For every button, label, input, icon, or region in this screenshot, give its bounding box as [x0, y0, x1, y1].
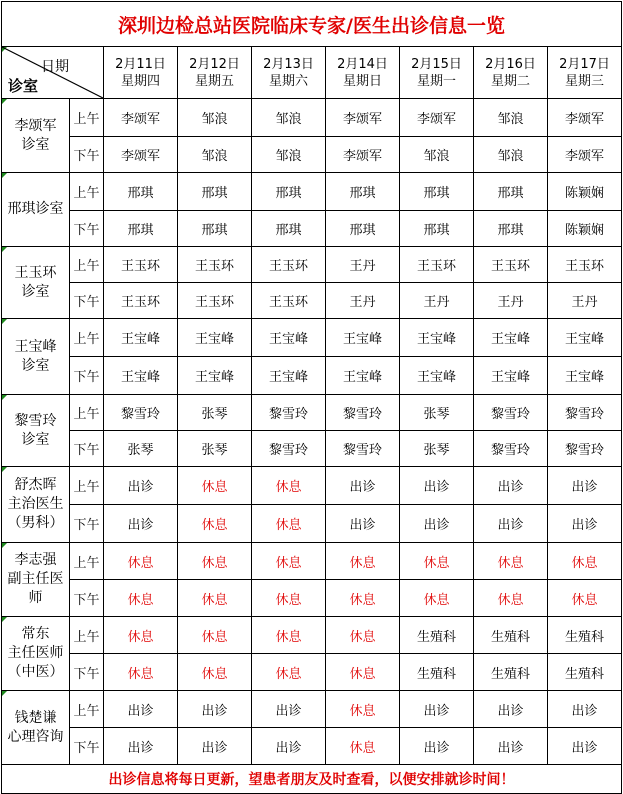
- period-label: 下午: [70, 505, 104, 543]
- schedule-cell: 张琴: [178, 395, 252, 431]
- schedule-cell: 生殖科: [474, 617, 548, 654]
- cell-marker: [2, 173, 7, 178]
- schedule-cell: 生殖科: [400, 617, 474, 654]
- table-row: [2, 395, 622, 431]
- clinic-name: [2, 543, 70, 617]
- clinic-name: [2, 395, 70, 467]
- schedule-cell: 生殖科: [400, 654, 474, 691]
- schedule-cell: 出诊: [474, 467, 548, 505]
- table-row: [2, 728, 622, 765]
- schedule-cell: 黎雪玲: [326, 395, 400, 431]
- clinic-name-line: 邢琪诊室: [7, 201, 64, 217]
- schedule-cell: 出诊: [474, 505, 548, 543]
- day-weekday: 星期六: [268, 73, 308, 89]
- schedule-cell: 休息: [400, 580, 474, 617]
- table-row: [2, 247, 622, 283]
- schedule-cell: 邢琪: [400, 211, 474, 247]
- schedule-cell: 王玉环: [178, 247, 252, 283]
- schedule-cell: 休息: [178, 543, 252, 580]
- schedule-cell: 出诊: [104, 467, 178, 505]
- clinic-name: [2, 467, 70, 543]
- schedule-cell: 邢琪: [104, 211, 178, 247]
- clinic-name: [2, 319, 70, 395]
- schedule-cell: 张琴: [400, 395, 474, 431]
- table-row: [2, 431, 622, 467]
- schedule-cell: 李颂军: [104, 137, 178, 173]
- schedule-cell: 王宝峰: [252, 319, 326, 357]
- schedule-cell: 邢琪: [178, 173, 252, 211]
- schedule-cell: 王宝峰: [400, 357, 474, 395]
- schedule-cell: 休息: [104, 580, 178, 617]
- table-row: [2, 505, 622, 543]
- clinic-name: [2, 99, 70, 173]
- schedule-cell: 休息: [252, 467, 326, 505]
- schedule-cell: 陈颖娴: [548, 173, 622, 211]
- clinic-name-line: 李志强: [14, 552, 57, 568]
- schedule-cell: 出诊: [104, 691, 178, 728]
- clinic-name-line: 诊室: [21, 283, 50, 300]
- table-row: [2, 357, 622, 395]
- day-date: 2月11日: [115, 56, 166, 72]
- day-weekday: 星期三: [564, 73, 604, 89]
- clinic-name-line: 主治医生: [7, 496, 64, 512]
- clinic-name-line: 诊室: [21, 357, 50, 374]
- schedule-cell: 黎雪玲: [548, 395, 622, 431]
- schedule-cell: 黎雪玲: [252, 431, 326, 467]
- schedule-cell: 出诊: [548, 691, 622, 728]
- schedule-cell: 休息: [252, 580, 326, 617]
- day-weekday: 星期五: [194, 73, 234, 89]
- schedule-cell: 邢琪: [474, 211, 548, 247]
- schedule-cell: 出诊: [474, 728, 548, 765]
- schedule-cell: 休息: [104, 617, 178, 654]
- schedule-cell: 黎雪玲: [326, 431, 400, 467]
- schedule-cell: 休息: [548, 543, 622, 580]
- schedule-cell: 邢琪: [252, 173, 326, 211]
- schedule-cell: 出诊: [178, 728, 252, 765]
- period-label: 上午: [70, 467, 104, 505]
- schedule-cell: 王宝峰: [326, 319, 400, 357]
- day-weekday: 星期四: [120, 73, 160, 89]
- period-label: 下午: [70, 431, 104, 467]
- date-axis-label: 日期: [41, 59, 69, 75]
- table-row: [2, 99, 622, 137]
- schedule-cell: 出诊: [326, 467, 400, 505]
- day-header: [548, 47, 622, 99]
- schedule-cell: 出诊: [400, 467, 474, 505]
- schedule-cell: 出诊: [548, 728, 622, 765]
- schedule-cell: 王宝峰: [474, 319, 548, 357]
- period-label: 上午: [70, 247, 104, 283]
- schedule-cell: 出诊: [400, 691, 474, 728]
- schedule-cell: 休息: [252, 505, 326, 543]
- schedule-cell: 王丹: [326, 247, 400, 283]
- table-row: [2, 580, 622, 617]
- clinic-name: [2, 691, 70, 765]
- schedule-cell: 王玉环: [104, 247, 178, 283]
- schedule-cell: 黎雪玲: [474, 395, 548, 431]
- period-label: 上午: [70, 319, 104, 357]
- schedule-cell: 王丹: [326, 283, 400, 319]
- schedule-cell: 张琴: [400, 431, 474, 467]
- schedule-cell: 邹浪: [178, 137, 252, 173]
- schedule-cell: 李颂军: [326, 99, 400, 137]
- schedule-cell: 休息: [400, 543, 474, 580]
- period-label: 上午: [70, 617, 104, 654]
- schedule-cell: 王玉环: [252, 247, 326, 283]
- schedule-cell: 王丹: [474, 283, 548, 319]
- schedule-cell: 出诊: [548, 467, 622, 505]
- schedule-cell: 王玉环: [400, 247, 474, 283]
- schedule-cell: 休息: [178, 467, 252, 505]
- clinic-name-line: 钱楚谦: [14, 709, 57, 726]
- schedule-cell: 休息: [326, 654, 400, 691]
- schedule-cell: 邢琪: [252, 211, 326, 247]
- schedule-cell: 黎雪玲: [252, 395, 326, 431]
- clinic-name-line: 心理咨询: [7, 728, 64, 745]
- period-label: 下午: [70, 357, 104, 395]
- page-title: 深圳边检总站医院临床专家/医生出诊信息一览: [2, 2, 622, 47]
- clinic-name-line: 常东: [21, 626, 50, 642]
- schedule-cell: 生殖科: [548, 654, 622, 691]
- clinic-name-line: 诊室: [21, 136, 50, 153]
- schedule-cell: 休息: [104, 543, 178, 580]
- schedule-cell: 休息: [474, 543, 548, 580]
- day-header: [474, 47, 548, 99]
- schedule-cell: 休息: [178, 654, 252, 691]
- day-header: [104, 47, 178, 99]
- schedule-cell: 王宝峰: [104, 319, 178, 357]
- schedule-cell: 黎雪玲: [474, 431, 548, 467]
- schedule-cell: 王丹: [400, 283, 474, 319]
- schedule-cell: 休息: [252, 654, 326, 691]
- schedule-cell: 休息: [178, 580, 252, 617]
- clinic-name: [2, 617, 70, 691]
- table-row: [2, 211, 622, 247]
- clinic-name-line: 李颂军: [14, 117, 57, 134]
- schedule-cell: 生殖科: [474, 654, 548, 691]
- schedule-cell: 李颂军: [326, 137, 400, 173]
- schedule-cell: 邹浪: [400, 137, 474, 173]
- schedule-cell: 李颂军: [400, 99, 474, 137]
- schedule-cell: 出诊: [474, 691, 548, 728]
- schedule-cell: 王宝峰: [548, 357, 622, 395]
- schedule-cell: 邢琪: [474, 173, 548, 211]
- schedule-cell: 出诊: [548, 505, 622, 543]
- clinic-name: [2, 247, 70, 319]
- schedule-cell: 王玉环: [474, 247, 548, 283]
- schedule-cell: 休息: [474, 580, 548, 617]
- room-axis-label: 诊室: [8, 77, 39, 95]
- day-date: 2月16日: [485, 56, 536, 72]
- schedule-cell: 休息: [326, 691, 400, 728]
- schedule-cell: 休息: [548, 580, 622, 617]
- footer-notice: 出诊信息将每日更新，望患者朋友及时查看，以便安排就诊时间！: [2, 765, 622, 794]
- schedule-cell: 出诊: [252, 728, 326, 765]
- period-label: 下午: [70, 728, 104, 765]
- cell-marker: [2, 691, 7, 696]
- schedule-cell: 王宝峰: [104, 357, 178, 395]
- schedule-cell: 邢琪: [326, 211, 400, 247]
- period-label: 下午: [70, 580, 104, 617]
- schedule-cell: 邹浪: [252, 137, 326, 173]
- schedule-cell: 出诊: [400, 728, 474, 765]
- clinic-name-line: 黎雪玲: [14, 412, 57, 429]
- cell-marker: [2, 543, 7, 548]
- table-row: [2, 654, 622, 691]
- day-header: [252, 47, 326, 99]
- schedule-cell: 休息: [178, 617, 252, 654]
- schedule-cell: 黎雪玲: [104, 395, 178, 431]
- cell-marker: [2, 319, 7, 324]
- schedule-cell: 休息: [326, 543, 400, 580]
- day-date: 2月12日: [189, 56, 240, 72]
- table-row: [2, 173, 622, 211]
- period-label: 上午: [70, 543, 104, 580]
- schedule-cell: 张琴: [104, 431, 178, 467]
- schedule-cell: 出诊: [326, 505, 400, 543]
- table-row: [2, 319, 622, 357]
- schedule-cell: 王宝峰: [474, 357, 548, 395]
- schedule-cell: 邹浪: [474, 99, 548, 137]
- cell-marker: [2, 395, 7, 400]
- schedule-cell: 王宝峰: [178, 357, 252, 395]
- clinic-name-line: 主任医师: [7, 645, 64, 661]
- clinic-name-line: 师: [28, 590, 43, 606]
- schedule-cell: 王宝峰: [400, 319, 474, 357]
- schedule-table: [1, 1, 622, 794]
- schedule-cell: 邢琪: [326, 173, 400, 211]
- schedule-cell: 出诊: [400, 505, 474, 543]
- cell-marker: [2, 247, 7, 252]
- schedule-cell: 王玉环: [548, 247, 622, 283]
- schedule-cell: 王宝峰: [548, 319, 622, 357]
- schedule-cell: 休息: [326, 617, 400, 654]
- day-weekday: 星期日: [342, 73, 382, 89]
- clinic-name-line: 副主任医: [7, 571, 64, 587]
- schedule-cell: 黎雪玲: [548, 431, 622, 467]
- day-date: 2月17日: [559, 56, 610, 72]
- schedule-cell: 生殖科: [548, 617, 622, 654]
- clinic-name-line: （男科）: [7, 515, 64, 531]
- schedule-cell: 邢琪: [178, 211, 252, 247]
- schedule-cell: 休息: [252, 617, 326, 654]
- period-label: 上午: [70, 99, 104, 137]
- schedule-cell: 王宝峰: [326, 357, 400, 395]
- clinic-name-line: 王玉环: [14, 264, 57, 281]
- schedule-cell: 出诊: [178, 691, 252, 728]
- schedule-cell: 张琴: [178, 431, 252, 467]
- day-header: [400, 47, 474, 99]
- day-weekday: 星期一: [416, 73, 456, 89]
- clinic-name-line: 诊室: [21, 431, 50, 448]
- day-header: [178, 47, 252, 99]
- schedule-cell: 王玉环: [104, 283, 178, 319]
- header-corner: [2, 47, 104, 99]
- schedule-cell: 休息: [178, 505, 252, 543]
- cell-marker: [2, 99, 7, 104]
- cell-marker: [2, 467, 7, 472]
- schedule-cell: 李颂军: [548, 99, 622, 137]
- period-label: 上午: [70, 691, 104, 728]
- day-date: 2月15日: [411, 56, 462, 72]
- schedule-cell: 王丹: [548, 283, 622, 319]
- day-date: 2月14日: [337, 56, 388, 72]
- clinic-name-line: 舒杰晖: [14, 477, 57, 493]
- schedule-cell: 休息: [104, 654, 178, 691]
- day-date: 2月13日: [263, 56, 314, 72]
- schedule-cell: 邹浪: [178, 99, 252, 137]
- schedule-cell: 休息: [326, 728, 400, 765]
- period-label: 下午: [70, 211, 104, 247]
- schedule-cell: 王宝峰: [178, 319, 252, 357]
- schedule-cell: 王玉环: [252, 283, 326, 319]
- day-weekday: 星期二: [490, 73, 530, 89]
- schedule-cell: 邹浪: [474, 137, 548, 173]
- table-row: [2, 617, 622, 654]
- period-label: 下午: [70, 283, 104, 319]
- schedule-cell: 陈颖娴: [548, 211, 622, 247]
- period-label: 上午: [70, 395, 104, 431]
- schedule-cell: 邢琪: [104, 173, 178, 211]
- schedule-cell: 出诊: [104, 728, 178, 765]
- period-label: 上午: [70, 173, 104, 211]
- table-row: [2, 283, 622, 319]
- table-row: [2, 137, 622, 173]
- schedule-cell: 出诊: [252, 691, 326, 728]
- schedule-cell: 邹浪: [252, 99, 326, 137]
- schedule-cell: 休息: [252, 543, 326, 580]
- schedule-cell: 王玉环: [178, 283, 252, 319]
- schedule-cell: 邢琪: [400, 173, 474, 211]
- schedule-cell: 王宝峰: [252, 357, 326, 395]
- table-row: [2, 691, 622, 728]
- cell-marker: [2, 617, 7, 622]
- clinic-name: [2, 173, 70, 247]
- table-row: [2, 543, 622, 580]
- period-label: 下午: [70, 654, 104, 691]
- schedule-cell: 李颂军: [548, 137, 622, 173]
- schedule-cell: 李颂军: [104, 99, 178, 137]
- period-label: 下午: [70, 137, 104, 173]
- day-header: [326, 47, 400, 99]
- schedule-cell: 出诊: [104, 505, 178, 543]
- schedule-cell: 休息: [326, 580, 400, 617]
- table-row: [2, 467, 622, 505]
- clinic-name-line: （中医）: [7, 664, 64, 680]
- clinic-name-line: 王宝峰: [14, 338, 57, 355]
